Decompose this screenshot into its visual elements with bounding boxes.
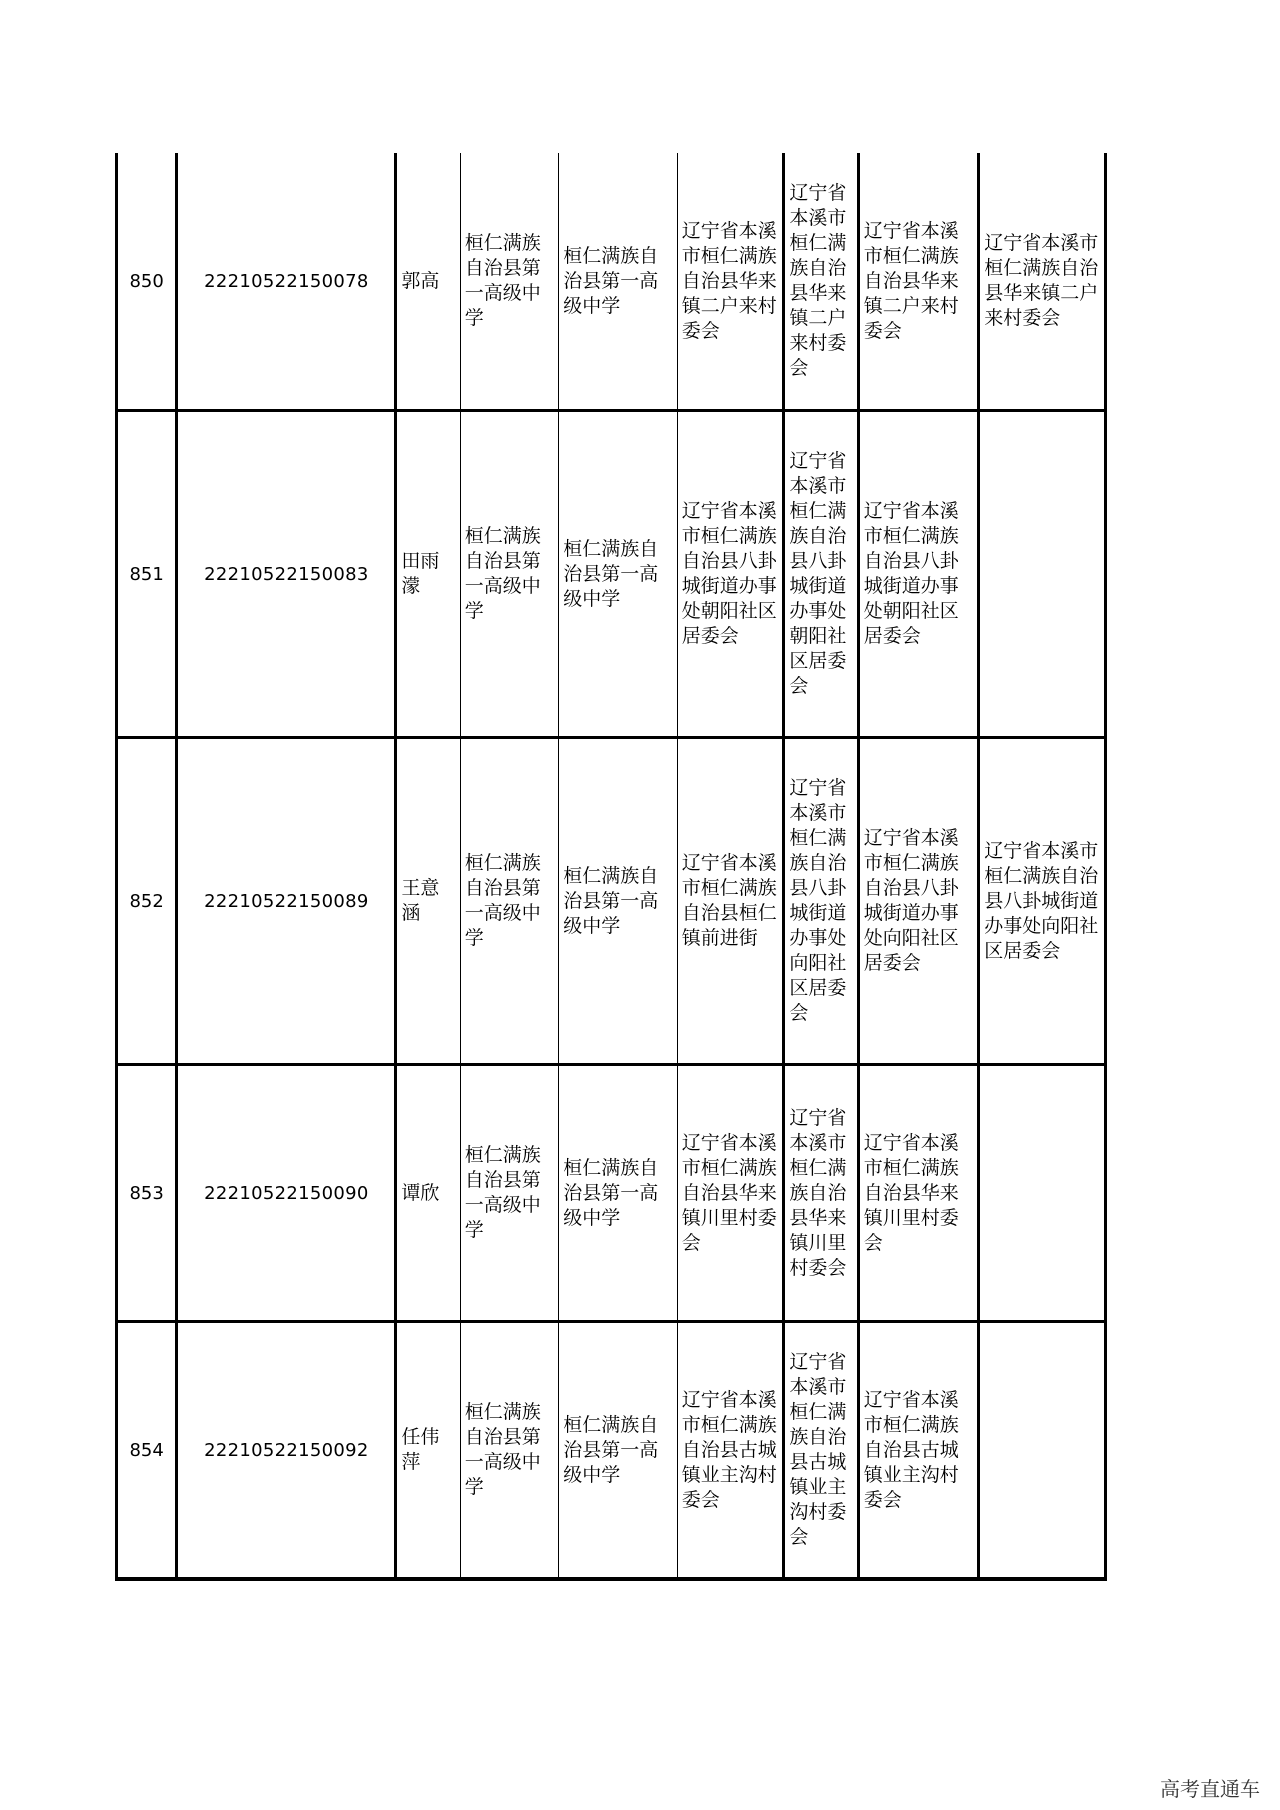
seq-cell: 852 xyxy=(117,738,177,1065)
address-cell-1: 辽宁省本溪市桓仁满族自治县华来镇川里村委会 xyxy=(677,1065,784,1322)
address-cell-2: 辽宁省本溪市桓仁满族自治县古城镇业主沟村委会 xyxy=(784,1322,858,1580)
table-row xyxy=(117,411,1106,738)
exam-id-cell: 22210522150089 xyxy=(177,738,396,1065)
school-cell: 桓仁满族自治县第一高级中学 xyxy=(460,1065,558,1322)
address-cell-1: 辽宁省本溪市桓仁满族自治县古城镇业主沟村委会 xyxy=(677,1322,784,1580)
watermark-text: 高考直通车 xyxy=(1160,1777,1260,1801)
address-cell-2: 辽宁省本溪市桓仁满族自治县八卦城街道办事处向阳社区居委会 xyxy=(784,738,858,1065)
roster-table xyxy=(115,153,1107,1581)
name-cell: 田雨濛 xyxy=(396,411,460,738)
address-cell-4: 辽宁省本溪市桓仁满族自治县华来镇二户来村委会 xyxy=(979,153,1106,411)
table-row xyxy=(117,1065,1106,1322)
school-cell: 桓仁满族自治县第一高级中学 xyxy=(460,1322,558,1580)
name-cell: 谭欣 xyxy=(396,1065,460,1322)
address-cell-4: 辽宁省本溪市桓仁满族自治县八卦城街道办事处向阳社区居委会 xyxy=(979,738,1106,1065)
name-cell: 王意涵 xyxy=(396,738,460,1065)
address-cell-4 xyxy=(979,1322,1106,1580)
address-cell-3: 辽宁省本溪市桓仁满族自治县古城镇业主沟村委会 xyxy=(858,1322,979,1580)
school-name-cell: 桓仁满族自治县第一高级中学 xyxy=(559,1065,678,1322)
seq-cell: 850 xyxy=(117,153,177,411)
address-cell-4 xyxy=(979,411,1106,738)
seq-cell: 851 xyxy=(117,411,177,738)
school-name-cell: 桓仁满族自治县第一高级中学 xyxy=(559,153,678,411)
address-cell-1: 辽宁省本溪市桓仁满族自治县八卦城街道办事处朝阳社区居委会 xyxy=(677,411,784,738)
school-name-cell: 桓仁满族自治县第一高级中学 xyxy=(559,738,678,1065)
address-cell-3: 辽宁省本溪市桓仁满族自治县华来镇二户来村委会 xyxy=(858,153,979,411)
seq-cell: 854 xyxy=(117,1322,177,1580)
school-name-cell: 桓仁满族自治县第一高级中学 xyxy=(559,411,678,738)
address-cell-3: 辽宁省本溪市桓仁满族自治县八卦城街道办事处朝阳社区居委会 xyxy=(858,411,979,738)
school-cell: 桓仁满族自治县第一高级中学 xyxy=(460,411,558,738)
name-cell: 郭高 xyxy=(396,153,460,411)
table-row xyxy=(117,1322,1106,1580)
address-cell-1: 辽宁省本溪市桓仁满族自治县华来镇二户来村委会 xyxy=(677,153,784,411)
address-cell-2: 辽宁省本溪市桓仁满族自治县华来镇川里村委会 xyxy=(784,1065,858,1322)
school-name-cell: 桓仁满族自治县第一高级中学 xyxy=(559,1322,678,1580)
exam-id-cell: 22210522150092 xyxy=(177,1322,396,1580)
address-cell-2: 辽宁省本溪市桓仁满族自治县华来镇二户来村委会 xyxy=(784,153,858,411)
seq-cell: 853 xyxy=(117,1065,177,1322)
table-row xyxy=(117,738,1106,1065)
exam-id-cell: 22210522150083 xyxy=(177,411,396,738)
address-cell-2: 辽宁省本溪市桓仁满族自治县八卦城街道办事处朝阳社区居委会 xyxy=(784,411,858,738)
address-cell-4 xyxy=(979,1065,1106,1322)
school-cell: 桓仁满族自治县第一高级中学 xyxy=(460,738,558,1065)
table-row xyxy=(117,153,1106,411)
address-cell-3: 辽宁省本溪市桓仁满族自治县华来镇川里村委会 xyxy=(858,1065,979,1322)
address-cell-1: 辽宁省本溪市桓仁满族自治县桓仁镇前进街 xyxy=(677,738,784,1065)
exam-id-cell: 22210522150090 xyxy=(177,1065,396,1322)
address-cell-3: 辽宁省本溪市桓仁满族自治县八卦城街道办事处向阳社区居委会 xyxy=(858,738,979,1065)
school-cell: 桓仁满族自治县第一高级中学 xyxy=(460,153,558,411)
exam-id-cell: 22210522150078 xyxy=(177,153,396,411)
name-cell: 任伟萍 xyxy=(396,1322,460,1580)
